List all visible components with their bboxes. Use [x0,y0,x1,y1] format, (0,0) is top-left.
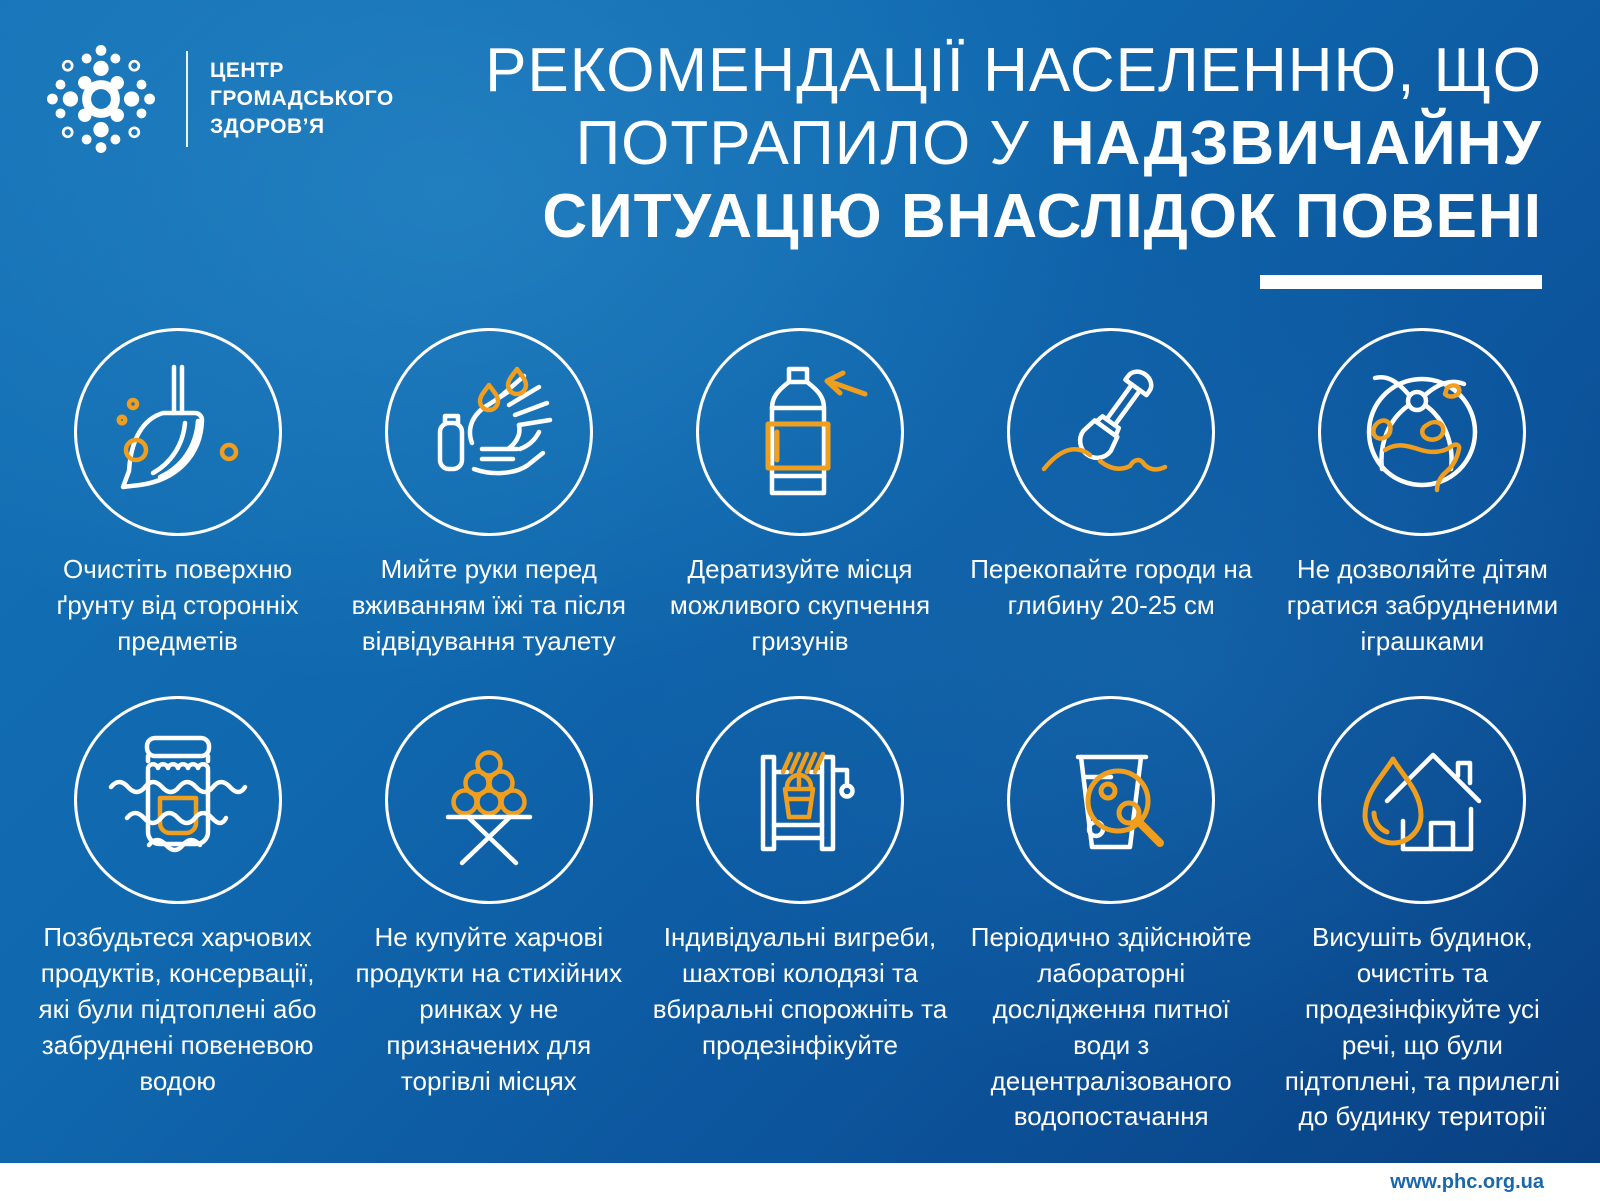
org-name-line1: ЦЕНТР [210,59,284,83]
recommendation-item [1271,696,1574,1135]
recommendation-item [960,328,1263,660]
recommendation-item [960,696,1263,1135]
icon-ring [74,696,282,904]
title-line1: РЕКОМЕНДАЦІЇ НАСЕЛЕННЮ, ЩО [485,36,1542,105]
title-line2-bold: НАДЗВИЧАЙНУ [1049,109,1542,179]
broom-icon [103,357,253,507]
recommendation-caption: Висушіть будинок, очистіть та продезінфікуйте усі речі, що були підтоплені, та прилеглі до будинку території [1284,922,1561,1132]
shovel-icon [1036,357,1186,507]
recommendation-caption: Періодично здійснюйте лабораторні дослідження питної води з децентралізованого водопостачання [970,922,1252,1132]
org-name-line2: ГРОМАДСЬКОГО [210,87,394,111]
water-well-icon [725,725,875,875]
recommendation-item [26,328,329,660]
icon-ring [74,328,282,536]
street-market-icon [414,725,564,875]
disinfectant-spray-icon [725,357,875,507]
water-test-icon [1036,725,1186,875]
brand-divider [186,51,188,147]
icon-ring [1007,328,1215,536]
org-name [210,57,394,141]
recommendation-caption: Не купуйте харчові продукти на стихійних ринках у не призначених для торгівлі місцях [355,922,623,1096]
recommendation-item [337,328,640,660]
recommendation-item [648,328,951,660]
icon-ring [1007,696,1215,904]
brand-block [38,36,438,162]
icon-ring [696,696,904,904]
icon-ring [385,696,593,904]
icon-ring [385,328,593,536]
recommendation-item [1271,328,1574,660]
hand-washing-icon [414,357,564,507]
phc-dots-logo-icon [38,36,164,162]
title-underline [1260,275,1542,289]
recommendation-caption: Індивідуальні вигреби, шахтові колодязі та вбиральні спорожніть та продезінфікуйте [652,922,948,1060]
recommendation-caption: Позбудьтеся харчових продуктів, консервації, які були підтоплені або забруднені повеневою водою [38,922,317,1096]
recommendation-caption: Перекопайте городи на глибину 20-25 см [970,554,1253,621]
org-name-line3: ЗДОРОВ’Я [210,114,325,138]
title-line2 [438,107,1542,180]
flooded-jar-icon [103,725,253,875]
recommendation-item [26,696,329,1135]
recommendations-grid [0,294,1600,1135]
footer-link[interactable]: www.phc.org.ua [1390,1170,1544,1193]
icon-ring [1318,696,1526,904]
page-title [438,34,1542,294]
footer-bar [0,1163,1600,1201]
recommendation-caption: Не дозволяйте дітям гратися забрудненими іграшками [1286,554,1559,657]
recommendation-caption: Очистіть поверхню ґрунту від сторонніх предметів [56,554,299,657]
ball-globe-icon [1347,357,1497,507]
recommendation-caption: Мийте руки перед вживанням їжі та після відвідування туалету [351,554,626,657]
house-drop-icon [1347,725,1497,875]
header [0,0,1600,294]
recommendation-item [648,696,951,1135]
icon-ring [1318,328,1526,536]
recommendation-item [337,696,640,1135]
title-line2-light: ПОТРАПИЛО У [575,109,1030,179]
title-line3: СИТУАЦІЮ ВНАСЛІДОК ПОВЕНІ [542,182,1542,252]
recommendation-caption: Дератизуйте місця можливого скупчення гризунів [669,554,931,657]
icon-ring [696,328,904,536]
